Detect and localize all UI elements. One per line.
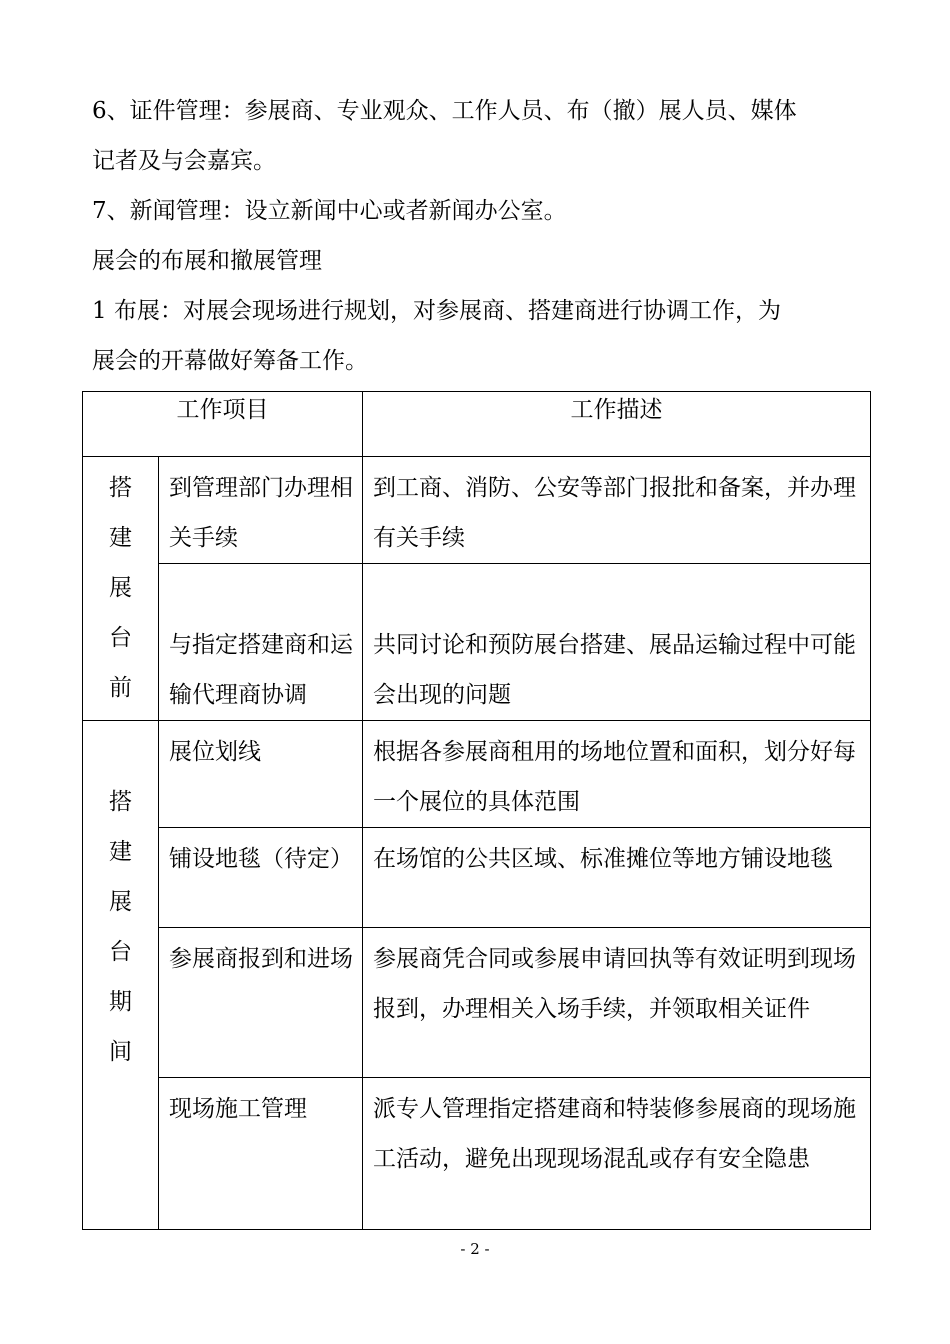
paragraph-certificate-management-line1: 6、证件管理：参展商、专业观众、工作人员、布（撤）展人员、媒体 bbox=[92, 98, 797, 124]
work-item-cell: 与指定搭建商和运输代理商协调 bbox=[159, 564, 363, 721]
paragraph-news-management: 7、新闻管理：设立新闻中心或者新闻办公室。 bbox=[92, 198, 567, 224]
work-description-cell: 根据各参展商租用的场地位置和面积，划分好每一个展位的具体范围 bbox=[363, 721, 871, 828]
page-number: - 2 - bbox=[460, 1240, 490, 1258]
work-item-cell: 到管理部门办理相关手续 bbox=[159, 457, 363, 564]
header-work-item: 工作项目 bbox=[83, 392, 363, 457]
table-row bbox=[83, 721, 871, 828]
work-description-cell: 参展商凭合同或参展申请回执等有效证明到现场报到，办理相关入场手续，并领取相关证件 bbox=[363, 928, 871, 1078]
work-item-cell: 参展商报到和进场 bbox=[159, 928, 363, 1078]
phase-during-setup bbox=[83, 721, 159, 1230]
phase-before-setup bbox=[83, 457, 159, 721]
paragraph-certificate-management-line2: 记者及与会嘉宾。 bbox=[92, 148, 276, 174]
phase-label: 搭建展台前 bbox=[109, 475, 132, 701]
table-row bbox=[83, 928, 871, 1078]
phase-label: 搭建展台期间 bbox=[109, 789, 132, 1065]
work-description-cell: 到工商、消防、公安等部门报批和备案，并办理有关手续 bbox=[363, 457, 871, 564]
table-row bbox=[83, 457, 871, 564]
table-row bbox=[83, 564, 871, 721]
work-description-cell: 派专人管理指定搭建商和特装修参展商的现场施工活动，避免出现现场混乱或存有安全隐患 bbox=[363, 1078, 871, 1230]
work-description-cell: 共同讨论和预防展台搭建、展品运输过程中可能会出现的问题 bbox=[363, 564, 871, 721]
work-item-cell: 展位划线 bbox=[159, 721, 363, 828]
work-description-cell: 在场馆的公共区域、标准摊位等地方铺设地毯 bbox=[363, 828, 871, 928]
table-header-row bbox=[83, 392, 871, 457]
paragraph-setup-line2: 展会的开幕做好筹备工作。 bbox=[92, 348, 368, 374]
work-item-cell: 现场施工管理 bbox=[159, 1078, 363, 1230]
work-table bbox=[82, 391, 871, 1230]
header-work-description: 工作描述 bbox=[363, 392, 871, 457]
table-row bbox=[83, 828, 871, 928]
work-item-cell: 铺设地毯（待定） bbox=[159, 828, 363, 928]
section-heading-setup-teardown: 展会的布展和撤展管理 bbox=[92, 248, 322, 274]
paragraph-setup-line1: 1 布展：对展会现场进行规划，对参展商、搭建商进行协调工作，为 bbox=[92, 298, 781, 324]
table-row bbox=[83, 1078, 871, 1230]
